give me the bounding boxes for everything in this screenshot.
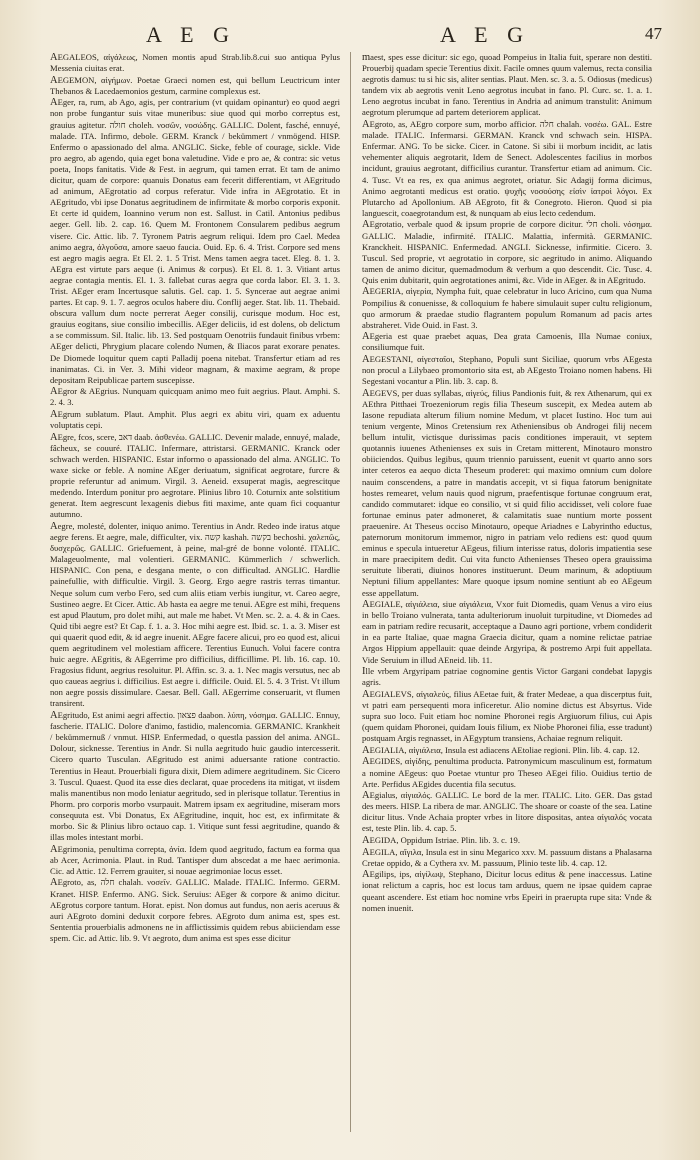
column-divider xyxy=(350,52,351,1132)
dictionary-entry: AEgroto, as, AEgro corpore sum, morbo afficior. חלה chalah. νοσέω. GAL. Estre malade. ITALIC. Infermarsi. GERMAN. Kranck vnd schwach sein. HISPA. Enfermar. ANG. To be sicke. Cicer. in Catone. Si sibi ii morbum incidit, ac latis vehementer aliquis aegrotarit, Idem de Senect. Adolescentes facilius in morbos incidunt, grauius aegrotant, difficilius curantur. Transfertur etiam ad animum. Cic. 4. Tusc. Vt ea res, ex qua animus aegrotet, oriatur. Sic Adagij forma dicimus, Animo aegrotanti medicus est oratio. ψυχῆς νοσούσης εἰσὶν ἰατροὶ λόγοι. Ex Plutarcho ad Apollonium. AB AEgroto, fit & Conegroto. Hieron. Quod si pia languescit, coaegrotandum est, & nunquam ab eius lecto cedendum. xyxy=(362,119,652,218)
dictionary-entry: AEgeria est quae praebet aquas, Dea grata Camoenis, Illa Numae coniux, consiliumque fuit. xyxy=(362,331,652,353)
dictionary-entry: AEgialus, αἰγιαλός. GALLIC. Le bord de la mer. ITALIC. Lito. GER. Das gstad des meers. HISP. La ribera de mar. ANGLIC. The shoare or coaste of the sea. Latine dicitur litus. Vnde Achaia propter vrbes in litore dispositas, antea αἰγιαλός vocata est, teste Plin. lib. 4. cap. 5. xyxy=(362,790,652,834)
right-guide-word: A E G xyxy=(440,22,530,47)
dictionary-entry: AEgritudo, Est animi aegri affectio. פצאון daabon. λύπη, νόσημα. GALLIC. Ennuy, fascherie. ITALIC. Dolore d'animo, fastidio, malencomia. GERMANIC. Krankheit / bekümmernuß / vnmut. HISP. Enfermedad, o questla passion del anima. ANGL. Dolour, sicknesse. Terentius in Andr. Si nulla aegritudo huic gaudio intercesserit. Cicero quarto Tusculan. AEgritudo est animi aduersante ratione contractio. Terentius in Heaut. Prouerbiali figura dixit, Diem adimere aegritudinem. Sic Cicero 3. Tuscul. Quaest. Quod ita esse dies declarat, quae procedens ita mitigat, vt iisdem malis manentibus non modo leniatur aegritudo, sed in plerisque tollatur. Terentius in Phorm. pro corporis morbo vsurpauit. Matrem ipsam ex aegritudine, miseram mors consequuta est. Vbi Donatus, Ex AEgritudine, inquit, hoc est, ex infirmitate & morbo. Sic & Plinius libro octauo cap. 1. Vitique sunt fessi aegritudine, quando & illas moles intestant morbi. xyxy=(50,710,340,843)
dictionary-entry: Ille vrbem Argyripam patriae cognomine gentis Victor Gargani condebat Iapygis agris. xyxy=(362,666,652,688)
left-column xyxy=(50,52,340,1142)
dictionary-entry: AEgre, fcos, scere, דאב daab. ἀσθενέω. GALLIC. Devenir malade, ennuyé, malade, fâcheux, se couuré. ITALIC. Infermare, attristarsi. GERMANIC. Kranck oder schwach werden. HISPANIC. Estar informo o apassionado del alma. ANGLIC. To waxe sicke or feble. A nomine AEger deriuatum, significat aegrotare, furcre & proprie referuntur ad animum. Virgil. 3. Aeneid. exsuperat magis, aegrescitque medendo. Interdum ponitur pro aegrotare. Plinius libro 10. Coturnix ante solstitium generat. Item aegrescunt lexagenis diebus fiti maxime, ante quam fici coquantur autumno. xyxy=(50,431,340,520)
dictionary-entry: AEgrum sublatum. Plaut. Amphit. Plus aegri ex abitu viri, quam ex aduentu voluptatis cepi. xyxy=(50,409,340,431)
dictionary-entry: AEger, ra, rum, ab Ago, agis, per contrarium (vt quidam opinantur) eo quod aegri non probe fungantur suis vitae muneribus: siue quod qui morbo correptus est, grauius agitetur. חולה choleh. νοσῶν, νοσώδης. GALLIC. Dolent, fasché, ennuyé, malade. ITA. Infirmo, debole. GERM. Kranck / bekümmert / vnmögend. HISP. Enfermo o apassionado del alma. ANGLIC. Sicke, feble of courage, sickle. Vide pro aegro, ab agendo, quia eget bona valetudine. Vide e pro ae, & contra: sic vetus poeta, Inops fanitatis. Vide & Fest. in aegrum, qui tamen errat. Et tam de animo dicitur, quam de corpore: quanuis Donatus eam fecerit differentiam, vt AEgritudo ad animum, AEgrotatio ad corpus referatur. Vide infra in AEgrotatio. Et in AEgritudo, vbi ipse Donatus aegritudinem de infirmitate & morbo corporis exponit. Et certe id quidem, Ioannino verum non est. Sallust. in Catil. Antonius pedibus aeger. Gell. lib. 2. cap. 16. Quem M. Frontonem Consularem pedibus aegrum visere. Cic. Attic. lib. 7. Tyronem Patris aegrum reliqui. Idem pro Cael. Medea animo aegra, ἀλγοῦσα, amore saeuo faucia. Ouid. Ep. 6. 4. Trist. Corpore sed mens est aegro magis aegra. Et El. 2. 1. 5 Trist. Mens tamen aegra tacet. Eleg. 8. 1. 3. AEgra est virtute pars aeque (i. Animus & corpus). Et El. 8. 1. 3. Vitiant artus aegrae contagia mentis. El. 1. 3. fallebat curas aegra que corda labor. El. 3. 1. 3. Trist. AEger eram Incertusque salutis. Gel. cap. 1. 5. Syncerae aut aegrae animi partes. Et cap. 9. 1. 7. aegros oculos habere diu. Conflij aeger. Stat. lib. 11. Thebaid. obscura vallum dum nocte perrerat Aeger consilij, curisque modum. Hoc est, grauius eogitans, siue consilio imbecillis. AEger deliciis, id est dolens, ob delictum a se commissum. Sil. Italic. lib. 13. Sed postquam Oenotriis fundauit finibus vrbem: AEger delicti, Phrygium placare colendo Numen, & Iliacos parat exorare penates. De Diomede loquitur quem capti Palladij poena nitebat. Transfertur etiam ad res inanimatas. Ci. in Ver. 3. Mihi videor magnam, & maxime aegram, & prope depositam Reipublicae partem suscepisse. xyxy=(50,97,340,385)
running-header xyxy=(48,22,670,48)
right-column xyxy=(362,52,652,1142)
dictionary-entry: AEGEMON, αἰγήμων. Poetae Graeci nomen est, qui bellum Leuctricum inter Thebanos & Lacedaemonios gestum, carmine complexus est. xyxy=(50,74,340,96)
dictionary-entry: AEGIALIA, αἰγιάλεια, Insula est adiacens AEtoliae regioni. Plin. lib. 4. cap. 12. xyxy=(362,744,640,756)
dictionary-entry: AEGIALEVS, αἰγιαλεύς, filius AEetae fuit, & frater Medeae, a qua discerptus fuit, vt patri eam persequenti mora inficeretur. Alio nomine dictus est Absyrtus. Vide supra suo loco. Fuit etiam hoc nomine Phoronei regis Argiuorum filius, cui Apis (quem quidam Phoronei, quidam Iouis filium, ex Niobe Phoronei filia, esse tradunt) postquam Argis regnasset, in AEgyptum transiens, Achaiae regnum reliquit. xyxy=(362,688,652,744)
left-guide-word: A E G xyxy=(146,22,236,47)
dictionary-entry: AEGEVS, per duas syllabas, αἰγεύς, filius Pandionis fuit, & rex Athenarum, qui ex AEthra Pitthaei Troezeniorum regis filia Theseum suscepit, ex Medea autem ab Iasone repudiata alterum filium nomine Medum, vt placet Iustino. Hoc tum aui tenium vergente, Minos Cretensium rex Atheniensibus ob Androgei filij necem bellum intulit, victisque durissimas pacis conditiones imperauit, vt septem quotannis iuuenes Athenienses ex suis in Cretam mitterent, Minotauro monstro obiiciendos. Quibus legibus, quum triennio paruissent, euenit vt quarto anno sors inter ceteros ea aequo dicta Theseum proderet: qui maximo omnium cum dolore nauim conscendens, a patre in mandatis accepit, vt si fiqua fatorum benignitate hostes remearet, velum nauis quod nigrum, praefentisque fortunae congruum erat, candido commutaret: idque eo consilio, vt si quid filio accidisset, veli colore fuae fortunae eminus pater admoneret, & calamitatis suae nuntium morte possent praeuenire. At Theseus occiso Minotauro, opeque Ariadnes e Labyrintho eductus, paternorum monitorum immemor, nigro in patriam velo rediens est: quod quum eminus e specula intueretur AEgeus, filium interisse ratus, doloris impatientia sese in mare praecipitem dedit. Cui vita functo Athenienses Theseo opera grauissima seruitute liberati, diuinos honores instituerunt. Deum marinum, & adoptiuum Neptuni filium appellantes: Mare quoque ipsum nomine sentiunt ab eo AEgeum esse appellatum. xyxy=(362,387,652,598)
dictionary-entry: AEGERIA, αἰγερία, Nympha fuit, quae celebratur in luco Aricino, cum qua Numa Pompilius & conuenisse, & colloquium fe habere simulauit super cultu religionum, quo armorum & praedae studio flagrantem populum Romanum ad pacis artes abstraheret. Vide Ouid. in Fast. 3. xyxy=(362,286,652,330)
dictionary-entry: AEGIDA, Oppidum Istriae. Plin. lib. 3. c. 19. xyxy=(362,835,520,847)
dictionary-entry: AEgrotatio, verbale quod & ipsum proprie de corpore dicitur. חלי choli. νόσημα. GALLIC. Maladie, infirmité. ITALIC. Malattia, infermità. GERMANIC. Kranckheit. HISPANIC. Enfermedad. ANGLI. Sicknesse, infirmitie. Cicero. 3. Tuscul. Sed proprie, vt aegrotatio in corpore, sic aegritudo in animo. Aliquando tamen de animo dicitur, quemadmodum & verbum a quo descendit. Cic. Tusc. 4. Quis enim dubitarit, quin aegrotationes animi, &c. Vide in AEger. & in AEgritudo. xyxy=(362,219,652,285)
dictionary-entry: AEGIDES, αἰγίδης, penultima producta. Patronymicum masculinum est, formatum a nomine AEgeus: quo Poetae vtuntur pro Theseo AEgei filio. Ouidius tertio de Arte. Perfidus AEgides ducentia fila secutus. xyxy=(362,756,652,789)
dictionary-entry: AEGALEOS, αἰγάλεως, Nomen montis apud Strab.lib.8.cui suo antiqua Pylus Messenia ciuitas erat. xyxy=(50,52,340,74)
dictionary-entry: Aegre, molesté, dolenter, iniquo animo. Terentius in Andr. Redeo inde iratus atque aegre ferens. Et aegre, male, difficulter, vix. קשה kashah. בקשה bechoshi. χαλεπῶς, δυσχερῶς. GALLIC. Griefuement, à peine, mal-gré de bonne volonté. ITALIC. Malageuolmente, mal volentieri. GERMANIC. Kümmerlich / schwerlich. HISPANIC. Con pena, e desgana mente, o con difficultad. ANGLIC. Hardlie painefullie, with difficultie. Virgil. 3. Georg. Ergo aegre rastris terras timantur. Neque solum cum verbo Fero, sed cum aliis etiam verbis iungitur, vt. Careo aegre, Sustineo aegre. Et Cicer. Attic. Ab hasta ea aegre me tenui. AEgre est mihi, frequens est apud Plautum, pro dolet mihi, aut male me habet. Vt Men. sc. 2. a. 4. & in Caes. Quid tibi aegre est? Et Cap. f. 1. a. 3. Hoc mihi aegre est. Ibid. sc. 1. a. 3. Miser est qui quaerit quod edit, & id aegre inuenit. AEgre facere alicui, pro eo quod est, alicui quem aegritudinem vel molestiam afficere. Terentius Eunuch. Volui facere contra huic aegre. AEgritis, & AEgerrime pro difficilius, difficillime. Pl. lib. 16. cap. 10. Fragosius fidunt, aegrius resoluitur. Pl. Affin. sc. 3. a. 1. Nec magis versutus, nec ab quo caueas aegrius i. difficilius. Est aegre i. difficile. Ouid. El. 5. 4. 3 Trist. Vt illum non aegre possis dissimulare. Caesar. Bell. Gall. AEgerrime conseruarit, vt flumen transirent. xyxy=(50,520,340,709)
dictionary-entry: maest, spes esse dicitur: sic ego, quoad Pompeius in Italia fuit, sperare non destiti. Prouerbij quadam specie Terentius dixit. Facile omnes quum valemus, recta consilia aegrotis damus: tu si hic sis, aliter sentias. Plaut. Men. sc. 3. a. 5. Odiosus (medicus) tandem vix ab aegrotis venit Leno aegrotus incubat in fano. Pl. Curc. sc. 1. a. 1. Leno aegrotus incubat in fano. Terentius in Andria ad animum transtulit: Animum aegrotum plerumque ad partem deteriorem applicat. xyxy=(362,52,652,118)
dictionary-entry: AEgroto, as, חלה chalah. νοσεῖν. GALLIC. Malade. ITALIC. Infermo. GERM. Kranet. HISP. Enfermo. ANG. Sick. Seruius: AEger & corpore & animo dicitur. AEgrotus corpore tantum. Horat. epist. Non domus aut fundus, non aeris aceruus & auri AEgroto domini deduxit corpore febres. AEgroto dum anima est, spes est. Sententia prouerbialis admonens ne in afflictissimis quidem rebus abiiciendam esse spem. Cic. ad Attic. lib. 9. Vt aegroto, dum anima est spes esse dicitur xyxy=(50,877,340,943)
dictionary-entry: AEgrimonia, penultima correpta, ἀνία. Idem quod aegritudo, factum ea forma qua ab Acer, Acrimonia. Plaut. in Rud. Tantisper dum abscedat a me haec aerimonia. Cic. ad Attic. 12. Ferrem grauiter, si nouae aegrimoniae locus esset. xyxy=(50,843,340,876)
dictionary-entry: AEgror & AEgrius. Nunquam quicquam animo meo fuit aegrius. Plaut. Amphi. S. 2. 4. 3. xyxy=(50,386,340,408)
page-number: 47 xyxy=(645,24,662,43)
dictionary-entry: AEGIALE, αἰγιάλεια, siue αἰγιάλεια, Vxor fuit Diomedis, quam Venus a viro eius in bello Troiano vulnerata, tanta adulteriorum inuoluit turpitudine, vt Diomedes ad eam in patriam redire recusarit, acceptaque a Dauno agri portione, vrbem condiderit in ea parte Italiae, quae magna Graecia dicitur, quam a nomine relictae patriae Argos Hippium appellauit: quae deinde Argyripa, & postremo Arpi fuit appellata. Vide Seruium in illud AEneid. lib. 11. xyxy=(362,599,652,665)
dictionary-entry: AEgilips, ips, αἰγίλωψ, Stephano, Dicitur locus editus & pene inaccessus. Latine ionat relictum a capris, hoc est locus tam arduus, quem ne ipsae quidem caprae queant ascendere. Est etiam hoc nomine vrbs Epeiri in praerupta rupe sita: Vnde & nomen inuenit. xyxy=(362,869,652,913)
dictionary-entry: AEGESTANI, αἰγεσταῖοι, Stephano, Populi sunt Siciliae, quorum vrbs AEgesta non procul a Lilybaeo promontorio sita est, ab AEgesto Troiano nomen habens. Hi Segestani vocantur a Plin. lib. 3. cap. 8. xyxy=(362,354,652,387)
dictionary-entry: AEGILA, αἴγιλα, Insula est in sinu Megarico xxv. M. passuum distans a Phalasarna Cretae oppido, & a Cythera xv. M. passuum, Plinio teste lib. 4. cap. 12. xyxy=(362,846,652,868)
